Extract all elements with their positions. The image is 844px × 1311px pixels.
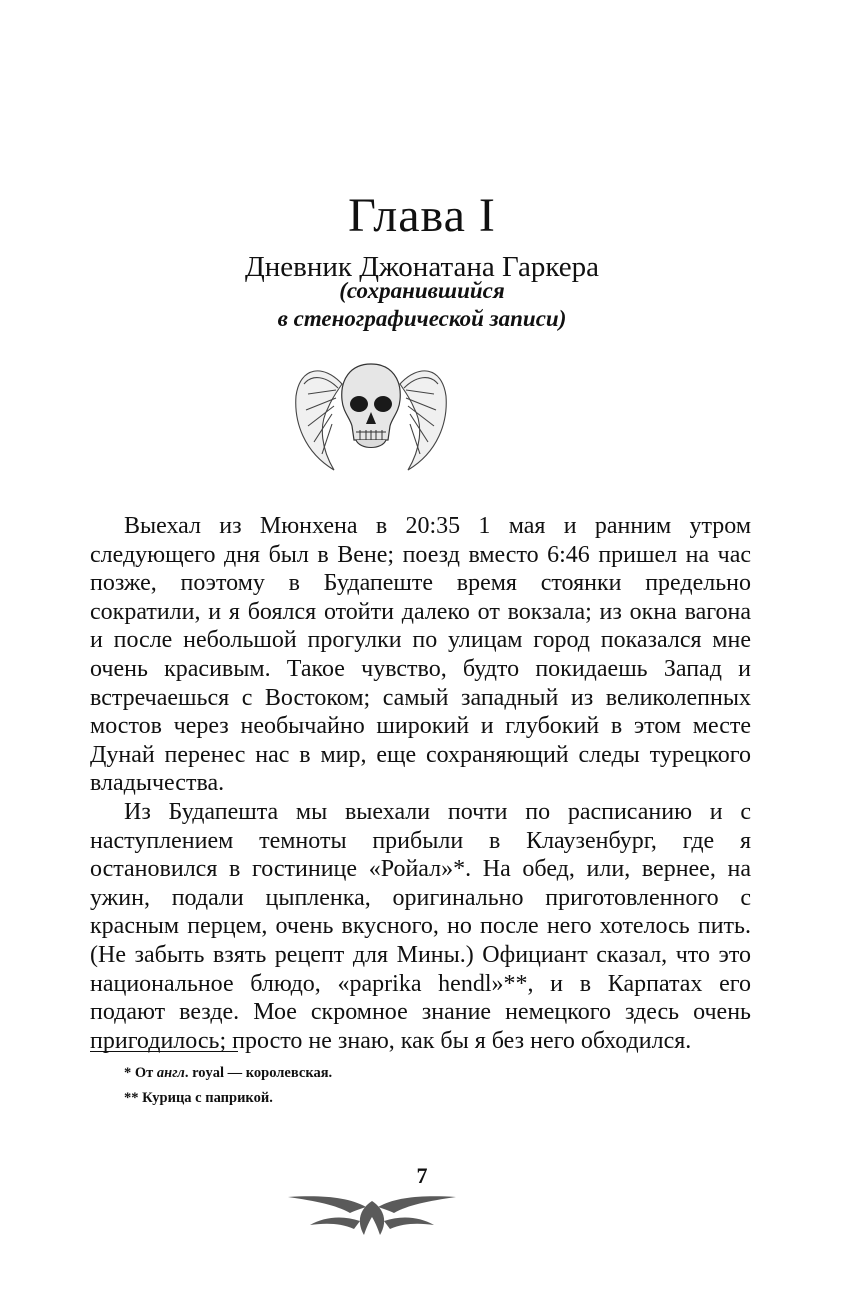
footnote-1-abbrev: англ — [156, 1065, 185, 1081]
footnotes — [124, 1061, 724, 1111]
footnote-1-text: . royal — королевская. — [184, 1065, 333, 1081]
chapter-title: Глава I — [348, 189, 496, 242]
paragraph-2: Из Будапешта мы выехали почти по расписанию и с наступлением темноты прибыли в Клаузенбург, где я остановился в гостинице «Ройал»*. На обед, или, вернее, на ужин, подали цыпленка, оригинально приготовленного с красным перцем, очень вкусного, но после него хотелось пить. (Не забыть взять рецепт для Мины.) Официант сказал, что это национальное блюдо, «paprika hendl»**, и в Карпатах его подают везде. Мое скромное знание немецкого здесь очень пригодилось; просто не знаю, как бы я без него обходился. — [90, 798, 751, 1054]
footnote-2 — [124, 1086, 724, 1111]
chapter-note-line-1: (сохранившийся — [339, 278, 505, 303]
footnote-2-mark: ** — [124, 1090, 139, 1106]
footnote-2-text: Курица с паприкой. — [142, 1090, 273, 1106]
footnote-1 — [124, 1061, 724, 1086]
page-number: 7 — [416, 1163, 428, 1188]
chapter-note-line-2: в стенографической записи) — [277, 306, 567, 331]
footnote-1-prefix: От — [134, 1065, 154, 1081]
main-text — [90, 512, 751, 1055]
chapter-note — [0, 277, 844, 333]
winged-skull-icon — [290, 354, 452, 472]
paragraph-1: Выехал из Мюнхена в 20:35 1 мая и ранним утром следующего дня был в Вене; поезд вместо 6:46 пришел на час позже, поэтому в Будапеште время стоянки предельно сократили, и я боялся отойти далеко от вокзала; из окна вагона и после небольшой прогулки по улицам город показался мне очень красивым. Такое чувство, будто покидаешь Запад и встречаешься с Востоком; самый западный из великолепных мостов через необычайно широкий и глубокий в этом месте Дунай перенес нас в мир, еще сохраняющий следы турецкого владычества. — [90, 513, 751, 797]
chapter-subtitle: Дневник Джонатана Гаркера — [244, 251, 600, 283]
footnote-1-mark: * — [124, 1065, 132, 1081]
footnote-divider — [90, 1051, 238, 1052]
tribal-ornament-icon — [272, 1191, 472, 1237]
